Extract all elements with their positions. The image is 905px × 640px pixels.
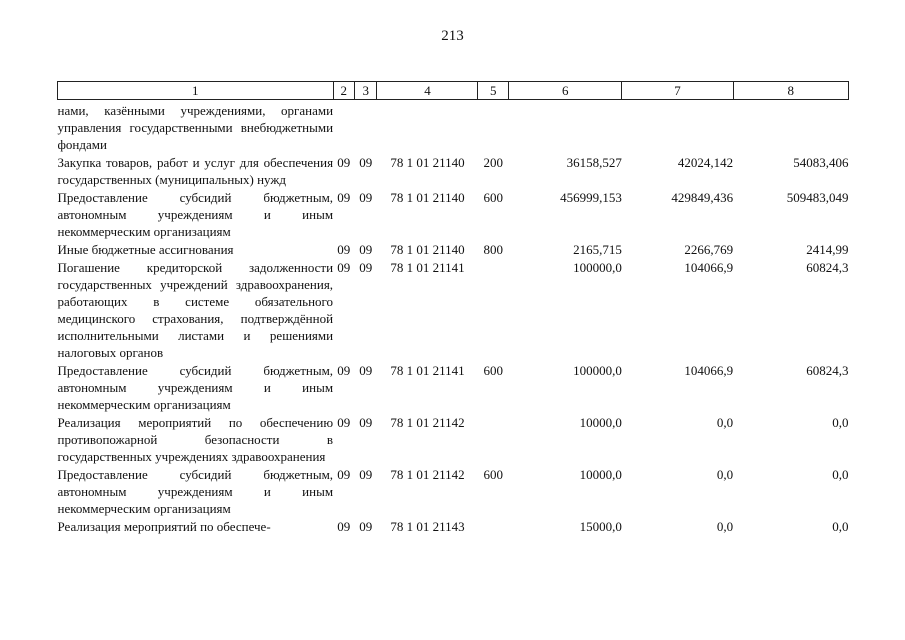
row-value-col8 xyxy=(733,100,848,154)
row-subsection: 09 xyxy=(359,190,373,205)
row-section: 09 xyxy=(337,519,351,534)
row-name: нами, казёнными учреждениями, органами управления государственными внебюджетными фондами xyxy=(57,103,334,152)
row-target-code: 78 1 01 21142 xyxy=(390,415,465,430)
table-header-row xyxy=(58,82,849,100)
row-value-col8: 2414,99 xyxy=(806,242,849,257)
header-col-2: 2 xyxy=(333,82,354,100)
row-value-col7: 104066,9 xyxy=(684,260,734,275)
row-target-code xyxy=(377,100,478,154)
row-value-col7: 42024,142 xyxy=(677,155,734,170)
table-row xyxy=(58,413,849,465)
row-name: Реализация мероприятий по обеспече- xyxy=(57,519,271,534)
row-section: 09 xyxy=(337,260,351,275)
row-section: 09 xyxy=(337,467,351,482)
row-section: 09 xyxy=(337,190,351,205)
row-value-col8: 509483,049 xyxy=(786,190,849,205)
table-row xyxy=(58,240,849,258)
row-name: Предоставление субсидий бюджетным, автономным учреждениям и иным некоммерческим организациям xyxy=(57,467,334,516)
row-target-code: 78 1 01 21140 xyxy=(390,155,465,170)
row-value-col8: 0,0 xyxy=(832,519,849,534)
row-section xyxy=(333,100,354,154)
row-value-col6: 15000,0 xyxy=(579,519,622,534)
row-value-col6: 100000,0 xyxy=(573,363,622,378)
row-expense-type xyxy=(478,413,509,465)
row-expense-type: 200 xyxy=(483,155,504,170)
row-subsection: 09 xyxy=(359,467,373,482)
row-expense-type xyxy=(478,258,509,361)
page-number: 213 xyxy=(441,28,464,44)
row-name: Закупка товаров, работ и услуг для обеспечения государственных (муниципальных) нужд xyxy=(57,155,334,187)
row-target-code: 78 1 01 21141 xyxy=(390,363,465,378)
row-target-code: 78 1 01 21142 xyxy=(390,467,465,482)
row-value-col8: 54083,406 xyxy=(793,155,849,170)
row-expense-type xyxy=(478,100,509,154)
row-value-col7: 0,0 xyxy=(716,415,734,430)
row-value-col8: 60824,3 xyxy=(806,363,849,378)
header-col-6: 6 xyxy=(509,82,622,100)
row-value-col6: 2165,715 xyxy=(573,242,622,257)
row-subsection: 09 xyxy=(359,260,373,275)
row-expense-type: 800 xyxy=(483,242,504,257)
table-row xyxy=(58,258,849,361)
row-value-col7: 2266,769 xyxy=(684,242,734,257)
header-col-1: 1 xyxy=(58,82,334,100)
row-value-col6: 456999,153 xyxy=(560,190,622,205)
row-subsection: 09 xyxy=(359,519,373,534)
table-row xyxy=(58,153,849,188)
row-value-col7: 429849,436 xyxy=(671,190,734,205)
row-value-col8: 60824,3 xyxy=(806,260,849,275)
row-value-col6: 36158,527 xyxy=(566,155,622,170)
row-subsection: 09 xyxy=(359,363,373,378)
row-target-code: 78 1 01 21140 xyxy=(390,190,465,205)
header-col-3: 3 xyxy=(354,82,376,100)
table-row xyxy=(58,361,849,413)
row-subsection: 09 xyxy=(359,415,373,430)
row-section: 09 xyxy=(337,363,351,378)
row-value-col8: 0,0 xyxy=(832,467,849,482)
row-expense-type xyxy=(478,517,509,535)
row-section: 09 xyxy=(337,242,351,257)
row-value-col6: 10000,0 xyxy=(579,415,622,430)
row-subsection xyxy=(354,100,376,154)
budget-table xyxy=(57,81,849,535)
row-target-code: 78 1 01 21140 xyxy=(390,242,465,257)
row-value-col6: 10000,0 xyxy=(579,467,622,482)
row-name: Предоставление субсидий бюджетным, автономным учреждениям и иным некоммерческим организациям xyxy=(57,363,334,412)
row-name: Погашение кредиторской задолженности государственных учреждений здравоохранения, работающих в системе обязательного медицинского страхования, подтверждённой исполнительными листами и решениями налоговых органов xyxy=(57,260,334,360)
row-section: 09 xyxy=(337,415,351,430)
row-value-col6: 100000,0 xyxy=(573,260,622,275)
row-name: Иные бюджетные ассигнования xyxy=(57,242,234,257)
table-row xyxy=(58,465,849,517)
row-target-code: 78 1 01 21141 xyxy=(390,260,465,275)
row-subsection: 09 xyxy=(359,155,373,170)
row-name: Реализация мероприятий по обеспечению противопожарной безопасности в государственных учреждениях здравоохранения xyxy=(57,415,334,464)
row-value-col7 xyxy=(622,100,733,154)
row-value-col7: 0,0 xyxy=(716,519,734,534)
header-col-5: 5 xyxy=(478,82,509,100)
table-row xyxy=(58,100,849,154)
row-value-col7: 104066,9 xyxy=(684,363,734,378)
row-value-col8: 0,0 xyxy=(832,415,849,430)
row-expense-type: 600 xyxy=(483,467,504,482)
row-expense-type: 600 xyxy=(483,190,504,205)
row-value-col6 xyxy=(509,100,622,154)
table-row xyxy=(58,517,849,535)
header-col-4: 4 xyxy=(377,82,478,100)
table-row xyxy=(58,188,849,240)
row-value-col7: 0,0 xyxy=(716,467,734,482)
row-expense-type: 600 xyxy=(483,363,504,378)
row-name: Предоставление субсидий бюджетным, автономным учреждениям и иным некоммерческим организациям xyxy=(57,190,334,239)
row-subsection: 09 xyxy=(359,242,373,257)
row-section: 09 xyxy=(337,155,351,170)
row-target-code: 78 1 01 21143 xyxy=(390,519,465,534)
header-col-7: 7 xyxy=(622,82,733,100)
header-col-8: 8 xyxy=(733,82,848,100)
